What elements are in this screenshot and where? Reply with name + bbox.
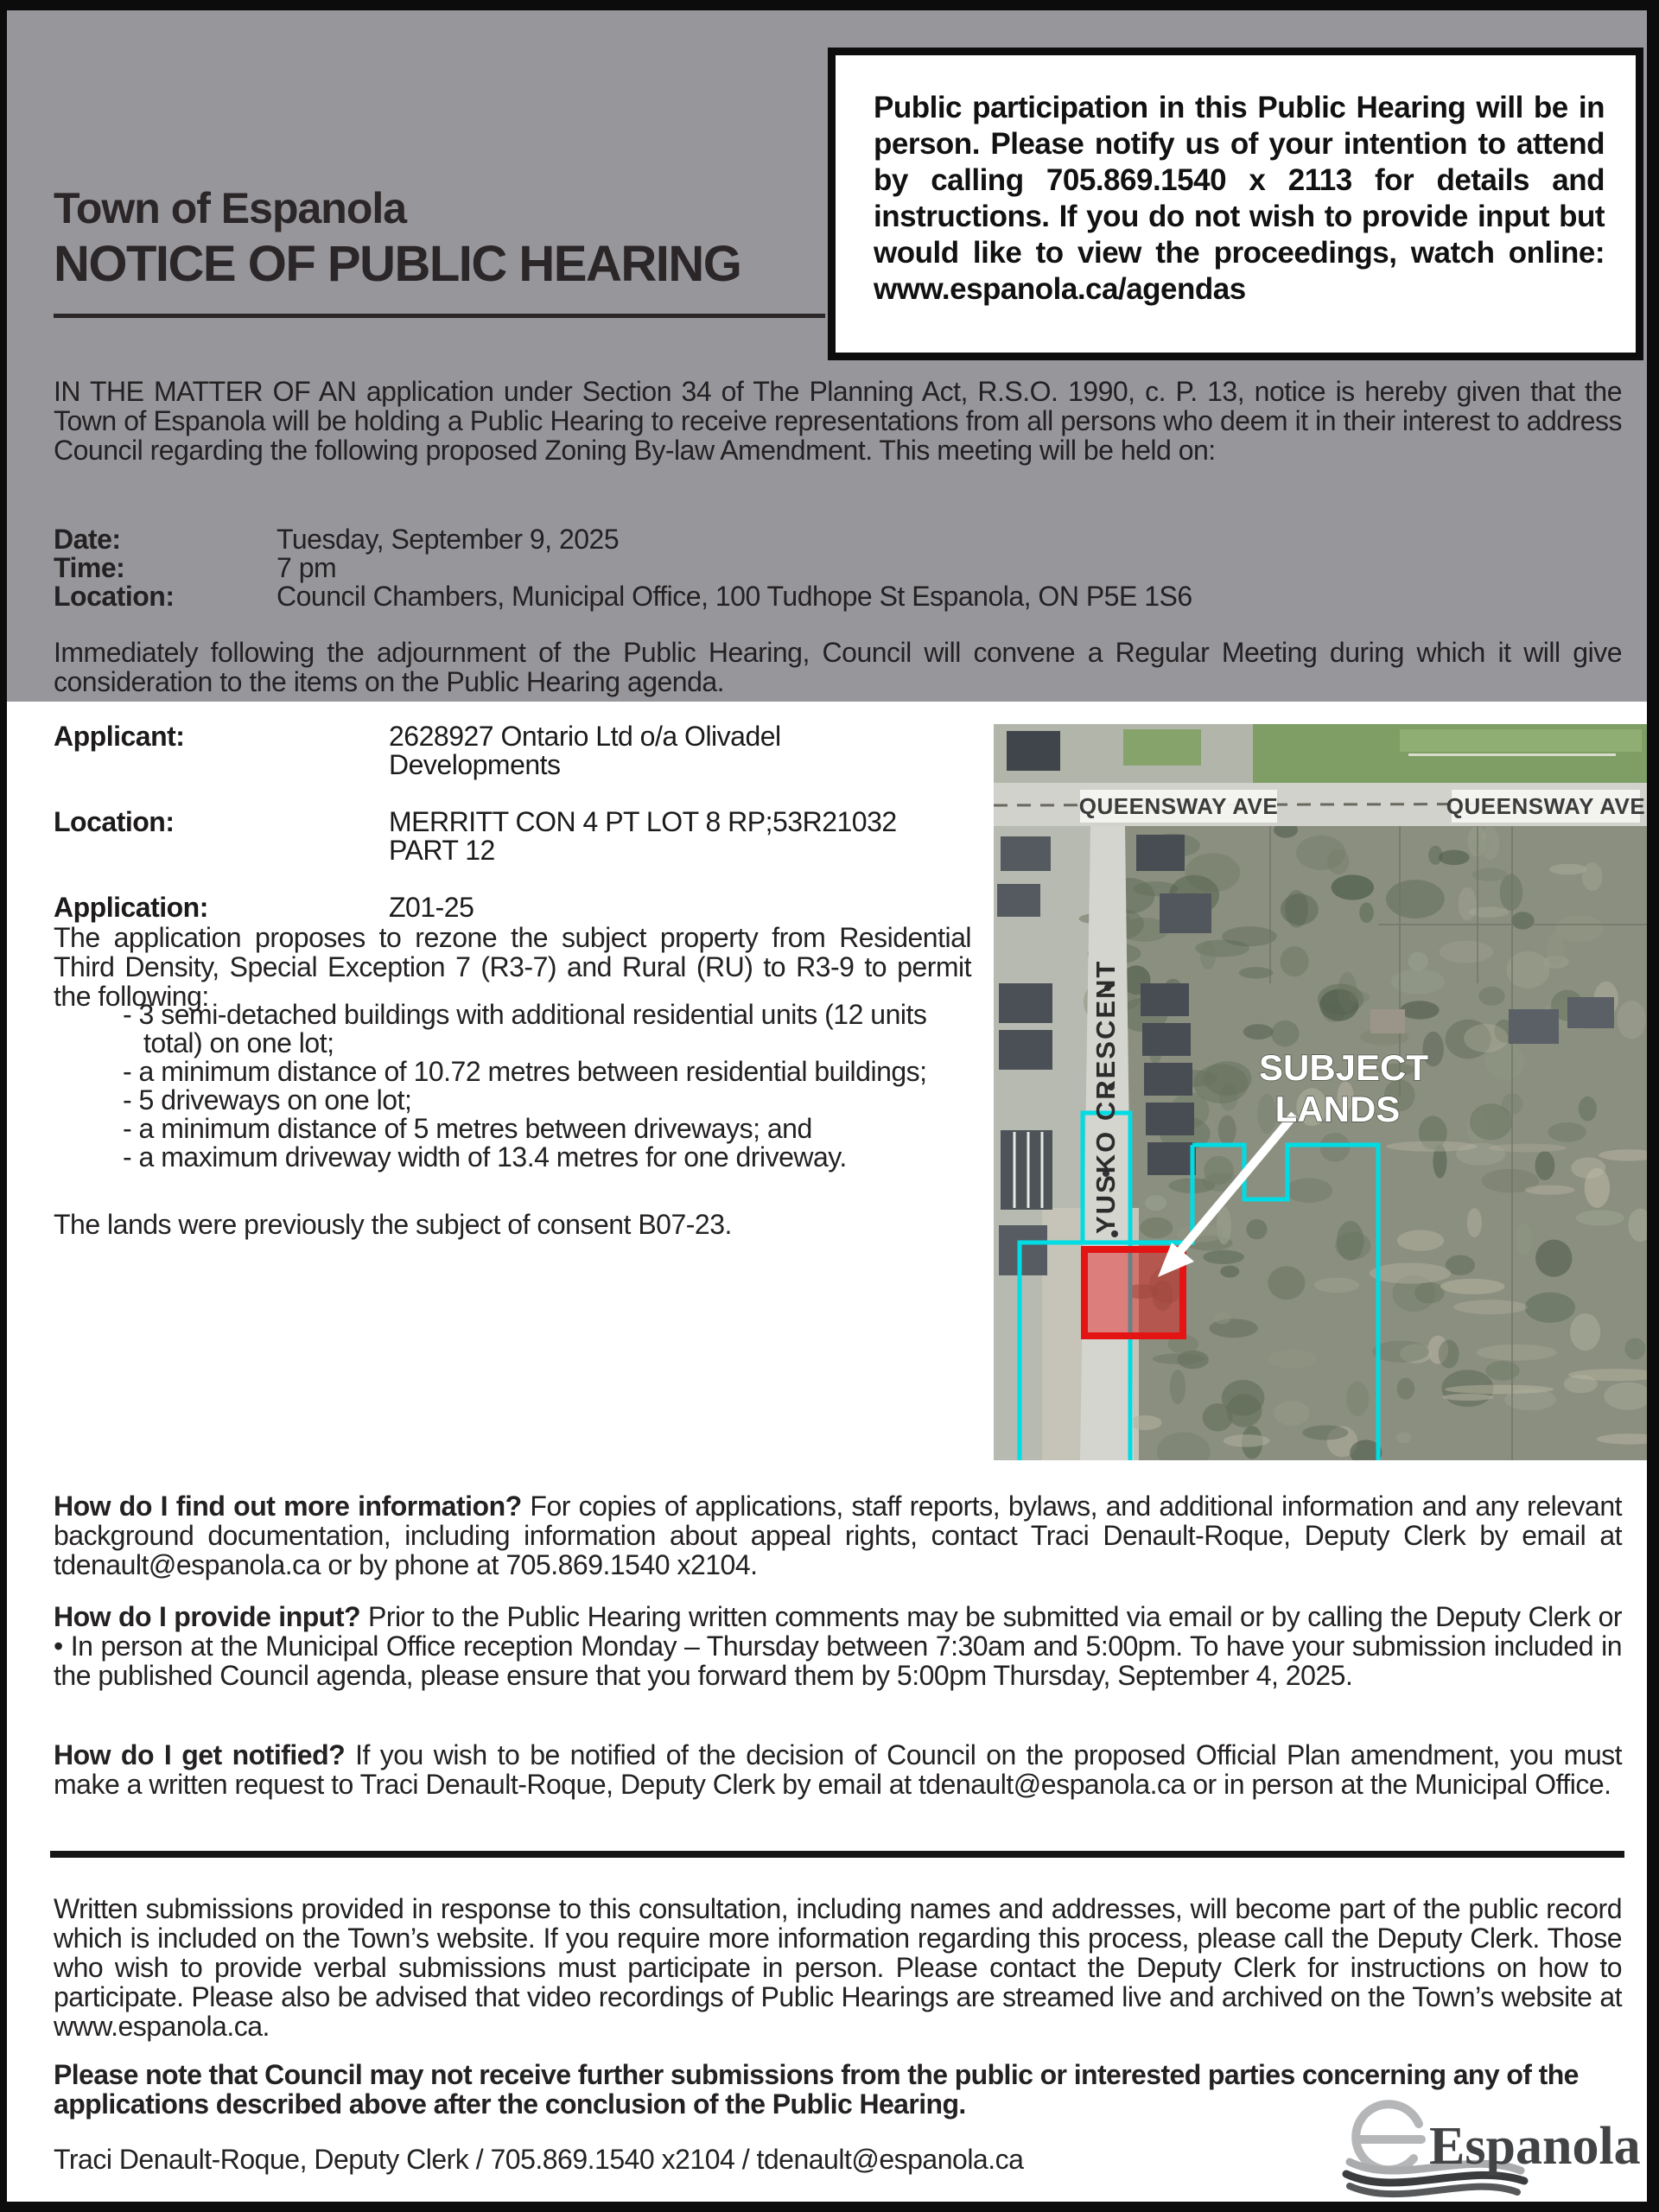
property-location-label: Location:: [54, 806, 175, 837]
location-value: Council Chambers, Municipal Office, 100 Tudhope St Espanola, ON P5E 1S6: [276, 581, 1192, 612]
faq-provide-input-q: How do I provide input?: [54, 1601, 361, 1632]
footer-divider: [50, 1851, 1624, 1858]
bullet-item: - a maximum driveway width of 13.4 metres for one driveway.: [123, 1143, 987, 1172]
aerial-map: [994, 724, 1649, 1460]
public-record-notice: Written submissions provided in response to this consultation, including names and addresses, will become part of the public record which is included on the Town’s website. If you require more information regarding this process, please call the Deputy Clerk. Those who wish to provide verbal submissions must participate in person. Please contact the Deputy Clerk for instructions on how to participate. Please also be advised that video recordings of Public Hearings are streamed live and archived on the Town’s website at www.espanola.ca.: [54, 1893, 1622, 2042]
faq-get-notified-a: If you wish to be notified of the decision of Council on the proposed Official Plan amendment, you must make a written request to Traci Denault-Roque, Deputy Clerk by email at tdenault@espanola.ca or in person at the Municipal Office.: [54, 1739, 1623, 1800]
participation-notice-box: [828, 48, 1643, 360]
queensway-label-2: QUEENSWAY AVE: [1446, 793, 1646, 819]
bullet-item: - a minimum distance of 5 metres between driveways; and: [123, 1115, 987, 1143]
faq-get-notified-q: How do I get notified?: [54, 1739, 346, 1770]
faq-more-information-a: For copies of applications, staff reports, bylaws, and additional information and any relevant background documentation, including information about appeal rights, contact Traci Denault-Roque, Deputy Clerk by email at tdenault@espanola.ca or by phone at 705.869.1540 x2104.: [54, 1491, 1623, 1580]
application-number-label: Application:: [54, 892, 208, 923]
faq-more-information: [54, 1491, 1622, 1580]
espanola-logo: [1338, 2094, 1650, 2203]
regular-meeting-paragraph: Immediately following the adjournment of the Public Hearing, Council will convene a Regular Meeting during which it will give consideration to the items on the Public Hearing agenda.: [54, 637, 1622, 697]
property-location-value: MERRITT CON 4 PT LOT 8 RP;53R21032 PART 12: [389, 806, 897, 866]
faq-provide-input: [54, 1602, 1622, 1690]
meeting-details: [54, 525, 1436, 611]
matter-paragraph: IN THE MATTER OF AN application under Section 34 of The Planning Act, R.S.O. 1990, c. P. 13, notice is hereby given that the Town of Espanola will be holding a Public Hearing to receive representations from all persons who deem it in their interest to address Council regarding the following proposed Zoning By-law Amendment. This meeting will be held on:: [54, 376, 1622, 466]
detail-row-time: [54, 554, 1436, 582]
rezone-bullet-list: [123, 1001, 987, 1172]
yusko-crescent-label: YUSKO CRESCENT: [1090, 959, 1121, 1234]
bullet-item: - a minimum distance of 10.72 metres between residential buildings;: [123, 1058, 987, 1086]
page-title: NOTICE OF PUBLIC HEARING: [54, 236, 741, 292]
queensway-label-1: QUEENSWAY AVE: [1078, 793, 1279, 819]
bullet-item: - 5 driveways on one lot;: [123, 1086, 987, 1115]
town-title: Town of Espanola: [54, 184, 407, 232]
location-label: Location:: [54, 581, 175, 612]
building: [1007, 731, 1060, 771]
faq-provide-input-a: Prior to the Public Hearing written comments may be submitted via email or by calling the Deputy Clerk or • In person at the Municipal Office reception Monday – Thursday between 7:30am and 5:00pm. To have your submission included in the published Council agenda, please ensure that you forward them by 5:00pm Thursday, September 4, 2025.: [54, 1601, 1623, 1691]
time-label: Time:: [54, 552, 125, 583]
applicant-value: 2628927 Ontario Ltd o/a Olivadel Developments: [389, 721, 781, 780]
detail-row-date: [54, 525, 1436, 554]
application-number-value: Z01-25: [389, 892, 474, 923]
participation-notice-text: Public participation in this Public Hearing will be in person. Please notify us of your intention to attend by calling 705.869.1540 x 2113 for details and instructions. If you do not wish to provide input but would like to view the proceedings, watch online: www.espanola.ca/agendas: [874, 91, 1605, 306]
date-value: Tuesday, September 9, 2025: [276, 524, 620, 555]
svg-text:LANDS: LANDS: [1274, 1089, 1401, 1129]
application-summary: [54, 722, 1021, 922]
applicant-row: [54, 722, 1021, 779]
consent-note: The lands were previously the subject of consent B07-23.: [54, 1209, 732, 1240]
property-location-row: [54, 808, 1021, 865]
time-value: 7 pm: [276, 552, 337, 583]
application-number-row: [54, 893, 1021, 922]
applicant-label: Applicant:: [54, 721, 185, 752]
clerk-contact-line: Traci Denault-Roque, Deputy Clerk / 705.869.1540 x2104 / tdenault@espanola.ca: [54, 2144, 1024, 2175]
espanola-logo-text: Espanola: [1429, 2117, 1641, 2176]
rezone-intro: The application proposes to rezone the subject property from Residential Third Density, Special Exception 7 (R3-7) and Rural (RU) to R3-9 to permit the following:: [54, 922, 971, 1012]
no-further-submissions-note: Please note that Council may not receive further submissions from the public or interested parties concerning any of the applications described above after the conclusion of the Public Hearing.: [54, 2059, 1579, 2120]
detail-row-location: [54, 582, 1436, 611]
svg-text:SUBJECT: SUBJECT: [1258, 1047, 1429, 1088]
faq-get-notified: [54, 1740, 1622, 1799]
title-underline: [54, 314, 825, 318]
date-label: Date:: [54, 524, 121, 555]
bullet-item: - 3 semi-detached buildings with additional residential units (12 units total) on one lot;: [123, 1001, 987, 1058]
faq-more-information-q: How do I find out more information?: [54, 1491, 522, 1522]
